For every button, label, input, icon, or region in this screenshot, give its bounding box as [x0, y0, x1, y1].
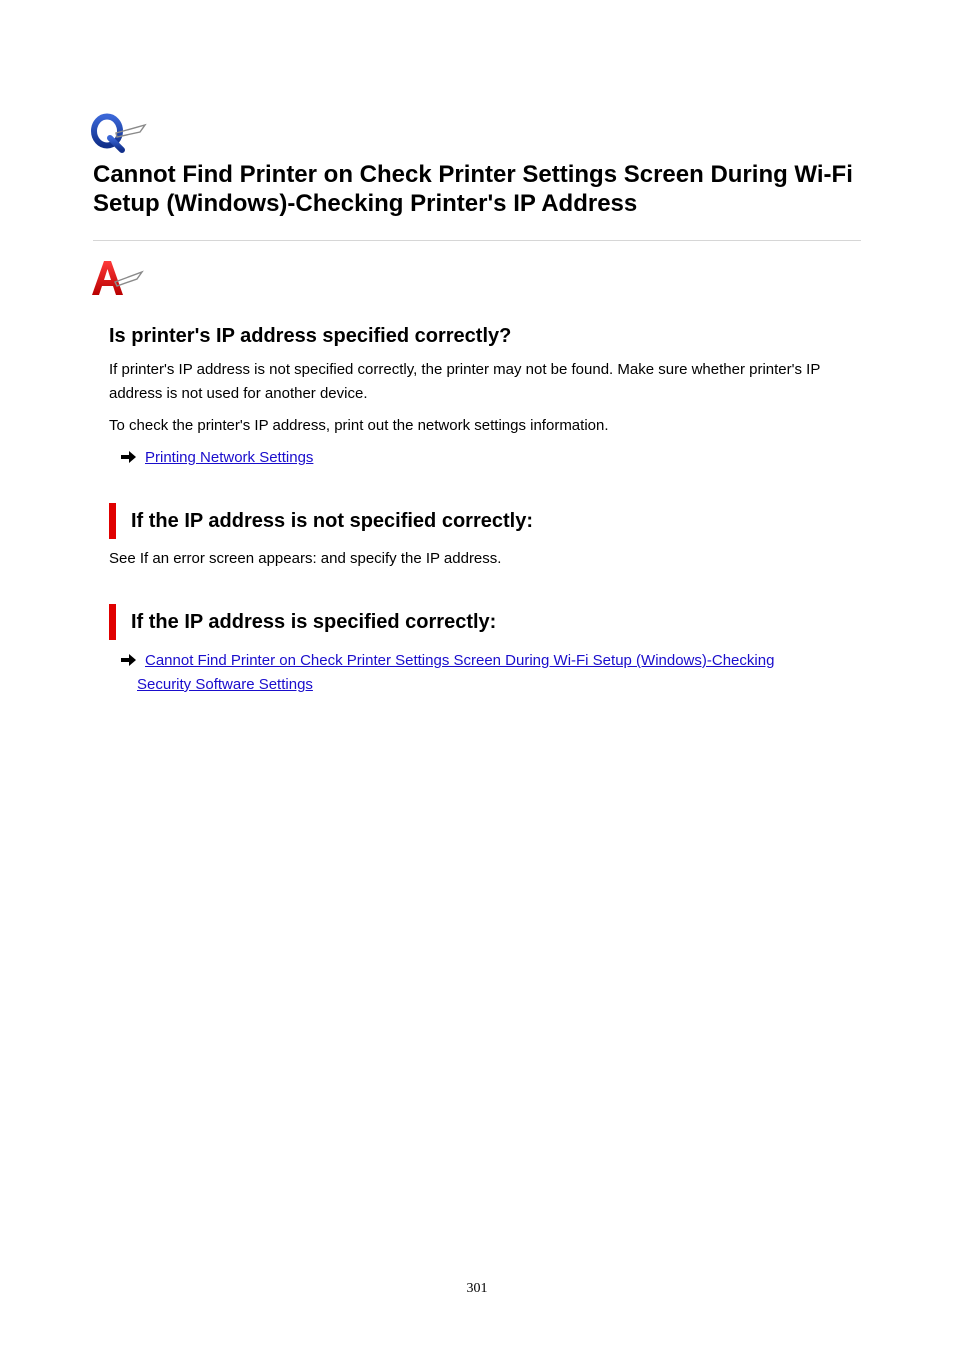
- section-heading-specified: [109, 604, 496, 640]
- security-software-settings-link[interactable]: Cannot Find Printer on Check Printer Settings Screen During Wi-Fi Setup (Windows)-Checking: [145, 652, 775, 669]
- section-heading-ip-correct: Is printer's IP address specified correctly?: [109, 325, 512, 347]
- section-heading-not-specified: [109, 503, 533, 539]
- red-bar-marker: [109, 604, 116, 640]
- ip-explanation-text: If printer's IP address is not specified correctly, the printer may not be found. Make sure whether printer's IP address is not used for another device.: [109, 361, 821, 402]
- q-letter-icon: [90, 112, 150, 154]
- red-bar-marker: [109, 503, 116, 539]
- link-row-security-software: [121, 649, 774, 673]
- printing-network-settings-link[interactable]: Printing Network Settings: [145, 449, 314, 466]
- arrow-right-icon: [121, 654, 137, 666]
- arrow-right-icon: [121, 451, 137, 463]
- see-error-screen-text: See If an error screen appears: and specify the IP address.: [109, 550, 502, 567]
- link-row-printing-network-settings: [121, 446, 313, 470]
- heading-text: If the IP address is not specified correctly:: [131, 510, 533, 532]
- heading-text: If the IP address is specified correctly:: [131, 611, 497, 633]
- title-divider: [93, 240, 861, 241]
- a-letter-icon: [90, 258, 146, 298]
- page-title: Cannot Find Printer on Check Printer Settings Screen During Wi-Fi Setup (Windows)-Checking Printer's IP Address: [93, 161, 853, 217]
- check-ip-instruction-text: To check the printer's IP address, print out the network settings information.: [109, 417, 609, 434]
- security-software-settings-link-cont[interactable]: Security Software Settings: [137, 676, 313, 693]
- link-row-security-software-cont: [137, 673, 313, 697]
- page-number: 301: [466, 1281, 488, 1296]
